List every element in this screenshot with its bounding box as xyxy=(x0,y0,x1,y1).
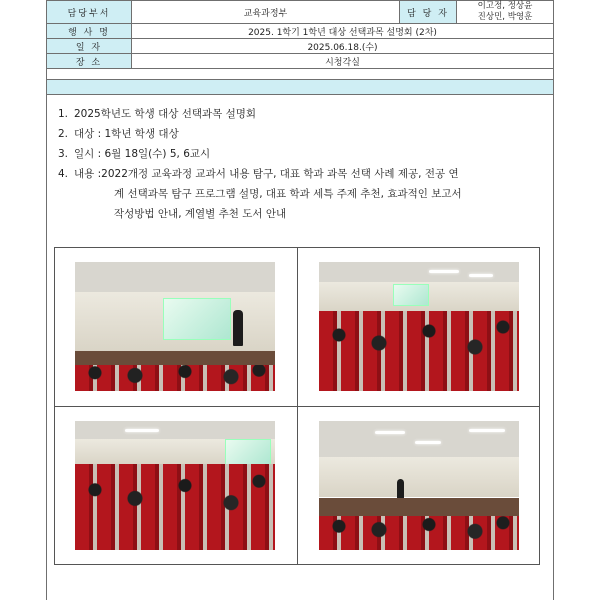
owner-names-line2: 진상민, 박영훈 xyxy=(477,12,533,22)
photo-cell xyxy=(297,406,540,565)
dept-label: 담당부서 xyxy=(47,1,132,24)
list-item xyxy=(58,164,552,184)
list-text: 작성방법 안내, 계열별 추천 도서 안내 xyxy=(114,208,287,220)
photo-lecture-stage xyxy=(75,262,275,391)
list-text: 계 선택과목 탐구 프로그램 설명, 대표 학과 세특 주제 추천, 효과적인 보고서 xyxy=(114,188,462,200)
list-item xyxy=(58,124,552,144)
list-number: 1. xyxy=(58,108,69,120)
photo-cell xyxy=(297,248,540,407)
list-text: 대상 : 1학년 학생 대상 xyxy=(74,128,179,140)
header-spacer xyxy=(47,69,554,80)
photo-audience-side xyxy=(75,421,275,550)
list-item xyxy=(58,144,552,164)
list-item-continued xyxy=(58,184,552,204)
list-item-continued xyxy=(58,204,552,224)
place-label: 장 소 xyxy=(47,54,132,69)
owner-names-line1: 이고정, 정상윤 xyxy=(477,1,533,11)
info-table xyxy=(46,0,554,95)
event-label: 행 사 명 xyxy=(47,24,132,39)
place-value: 시청각실 xyxy=(132,54,554,69)
photo-hall-wide xyxy=(319,421,519,550)
owner-label: 담 당 자 xyxy=(400,1,457,24)
dept-value: 교육과정부 xyxy=(132,1,400,24)
list-number: 4. xyxy=(58,168,69,180)
date-label: 일 자 xyxy=(47,39,132,54)
date-value: 2025.06.18.(수) xyxy=(132,39,554,54)
owner-names xyxy=(457,1,554,24)
list-key: 내용 : xyxy=(74,168,102,180)
list-number: 3. xyxy=(58,148,69,160)
list-number: 2. xyxy=(58,128,69,140)
photo-grid xyxy=(54,247,540,565)
photo-cell xyxy=(55,406,298,565)
list-text: 2022개정 교육과정 교과서 내용 탐구, 대표 학과 과목 선택 사례 제공, 전공 연 xyxy=(101,168,459,180)
event-value: 2025. 1학기 1학년 대상 선택과목 설명회 (2차) xyxy=(132,24,554,39)
list-text: 일시 : 6월 18일(수) 5, 6교시 xyxy=(74,148,211,160)
list-text: 2025학년도 학생 대상 선택과목 설명회 xyxy=(74,108,257,120)
list-item xyxy=(58,104,552,124)
photo-audience-front xyxy=(319,262,519,391)
photo-cell xyxy=(55,248,298,407)
content-list xyxy=(58,104,552,224)
